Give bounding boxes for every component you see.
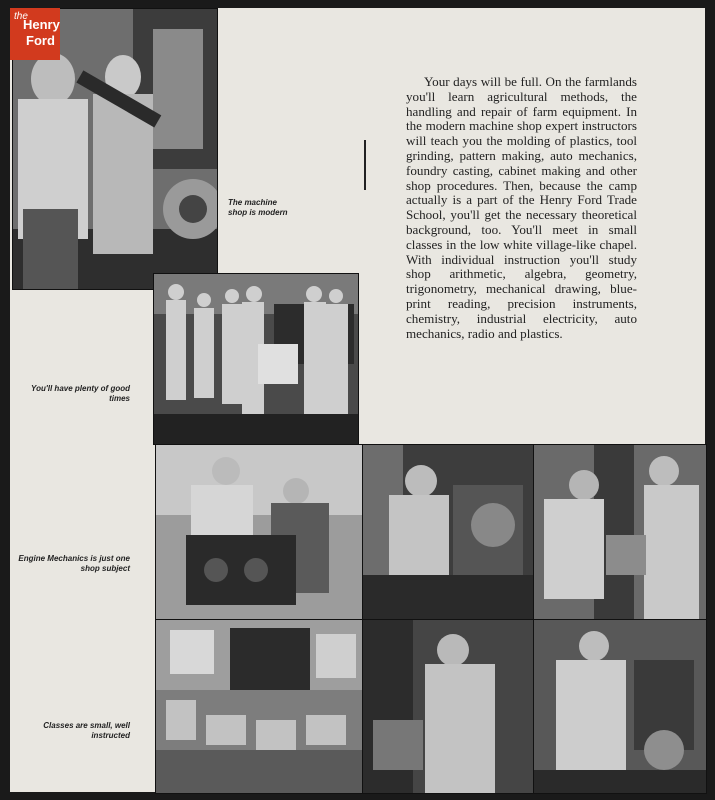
photo-classroom: [155, 619, 363, 794]
logo-ford: Ford: [26, 33, 55, 48]
henry-ford-logo[interactable]: [10, 8, 60, 60]
logo-the: the: [14, 11, 28, 22]
caption-good-times: You'll have plenty of good times: [31, 384, 130, 403]
photo-machinist-glasses: [362, 619, 534, 794]
photo-engine-mechanics: [155, 444, 363, 620]
photo-lathe-operator: [533, 619, 707, 794]
fold-mark: [364, 140, 366, 190]
body-paragraph: Your days will be full. On the farmlands you'll learn agricultural methods, the handling and repair of farm equipment. In the modern machine shop expert instructors will teach you the molding of plastics, tool grinding, pattern making, auto mechanics, foundry casting, cabinet making and other shop procedures. Then, because the camp actually is a part of the Henry Ford Trade School, you'll get the necessary theoretical background, too. You'll meet in small classes in the low white village-like chapel. With individual instruction you'll study shop arithmetic, algebra, geometry, trigonometry, mechanical drawing, blue-print reading, precision instruments, chemistry, industrial electricity, auto mechanics, radio and plastics.: [406, 74, 637, 341]
caption-engine: Engine Mechanics is just one shop subject: [18, 554, 130, 573]
photo-drilling: [533, 444, 707, 620]
caption-classes: Classes are small, well instructed: [43, 721, 130, 740]
logo-henry: Henry: [23, 17, 60, 32]
brochure-page: [10, 8, 705, 792]
photo-good-times: [153, 273, 359, 445]
photo-lathe-goggles: [362, 444, 534, 620]
caption-machine-shop: The machine shop is modern: [228, 198, 288, 217]
